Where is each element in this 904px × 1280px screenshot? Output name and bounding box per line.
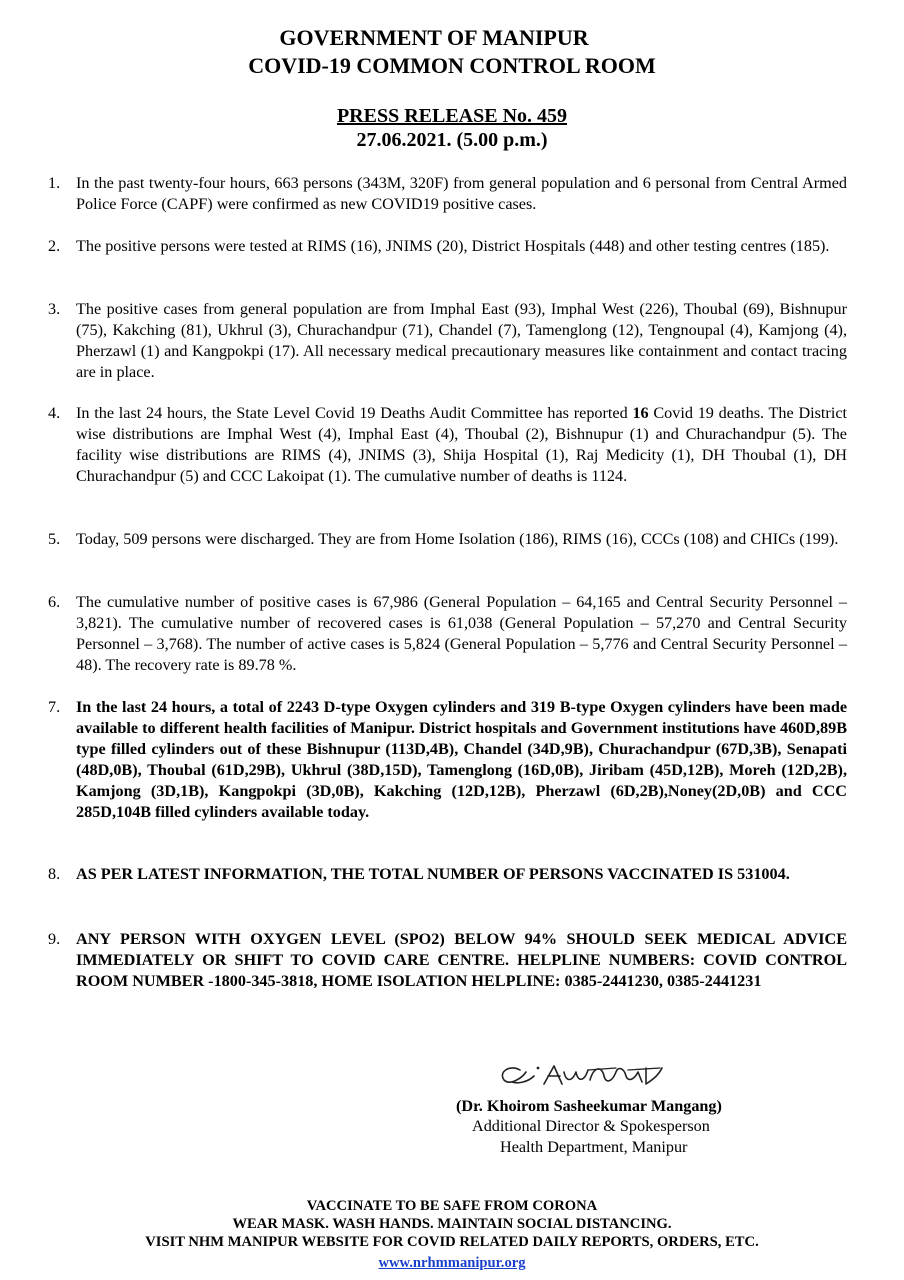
item-number: 5.	[48, 530, 61, 548]
item-text: In the past twenty-four hours, 663 persons (343M, 320F) from general population and 6 personal from Central Armed Police Force (CAPF) were confirmed as new COVID19 positive cases.	[76, 174, 847, 213]
item-number: 8.	[48, 865, 61, 883]
item-text-part: Covid 19 deaths. The District wise distributions are Imphal West (4), Imphal East (4), Thoubal (2), Bishnupur (1) and Churachandpur (5). The facility wise distributions are RIMS (4), JNIMS (3), Shija Hospital (1), Raj Medicity (1), DH Thoubal (1), DH Churachandpur (5) and CCC Lakoipat (1). The cumulative number of deaths is 1124.	[76, 404, 848, 485]
item-text: In the last 24 hours, a total of 2243 D-type Oxygen cylinders and 319 B-type Oxygen cylinders have been made available to different health facilities of Manipur. District hospitals and Government institutions have 460D,89B type filled cylinders out of these Bishnupur (113D,4B), Chandel (34D,9B), Churachandpur (67D,3B), Senapati (48D,0B), Thoubal (61D,29B), Ukhrul (38D,15D), Tamenglong (16D,0B), Jiribam (45D,12B), Moreh (12D,2B), Kamjong (3D,1B), Kangpokpi (3D,0B), Kakching (12D,12B), Pherzawl (6D,2B),Noney(2D,0B) and CCC 285D,104B filled cylinders available today.	[76, 698, 847, 821]
signatory-name: (Dr. Khoirom Sasheekumar Mangang)	[456, 1097, 722, 1115]
death-count: 16	[632, 404, 649, 422]
item-number: 4.	[48, 404, 61, 422]
item-text: The positive persons were tested at RIMS (16), JNIMS (20), District Hospitals (448) and other testing centres (185).	[76, 237, 830, 255]
government-title: GOVERNMENT OF MANIPUR	[279, 25, 589, 50]
item-number: 7.	[48, 698, 61, 716]
item-number: 3.	[48, 300, 61, 318]
item-text-part: In the last 24 hours, the State Level Covid 19 Deaths Audit Committee has reported	[76, 404, 633, 422]
footer-website-note: VISIT NHM MANIPUR WEBSITE FOR COVID RELATED DAILY REPORTS, ORDERS, ETC.	[145, 1234, 759, 1250]
item-text: The positive cases from general population are from Imphal East (93), Imphal West (226), Thoubal (69), Bishnupur (75), Kakching (81), Ukhrul (3), Churachandpur (71), Chandel (7), Tamenglong (12), Tengnoupal (4), Kamjong (4), Pherzawl (1) and Kangpokpi (17). All necessary medical precautionary measures like containment and contact tracing are in place.	[76, 300, 847, 381]
signatory-role: Additional Director & Spokesperson	[472, 1117, 710, 1135]
item-text: The cumulative number of positive cases is 67,986 (General Population – 64,165 and Central Security Personnel – 3,821). The cumulative number of recovered cases is 61,038 (General Population – 57,270 and Central Security Personnel – 3,768). The number of active cases is 5,824 (General Population – 5,776 and Central Security Personnel – 48). The recovery rate is 89.78 %.	[76, 593, 847, 674]
item-text: AS PER LATEST INFORMATION, THE TOTAL NUMBER OF PERSONS VACCINATED IS 531004.	[76, 865, 790, 883]
item-number: 9.	[48, 930, 61, 948]
press-release-number: PRESS RELEASE No. 459	[336, 105, 568, 127]
footer-slogan: VACCINATE TO BE SAFE FROM CORONA	[306, 1198, 598, 1214]
control-room-title: COVID-19 COMMON CONTROL ROOM	[248, 53, 656, 78]
handwritten-signature	[492, 1058, 692, 1094]
item-number: 6.	[48, 593, 61, 611]
website-link[interactable]: www.nrhmmanipur.org	[378, 1255, 526, 1271]
signatory-department: Health Department, Manipur	[500, 1138, 688, 1156]
item-number: 1.	[48, 174, 61, 192]
item-text	[76, 403, 847, 487]
press-release-date: 27.06.2021. (5.00 p.m.)	[356, 129, 548, 151]
item-text: ANY PERSON WITH OXYGEN LEVEL (SPO2) BELOW 94% SHOULD SEEK MEDICAL ADVICE IMMEDIATELY OR SHIFT TO COVID CARE CENTRE. HELPLINE NUMBERS: COVID CONTROL ROOM NUMBER -1800-345-3818, HOME ISOLATION HELPLINE: 0385-2441230, 0385-2441231	[76, 930, 847, 990]
item-number: 2.	[48, 237, 61, 255]
footer-safety-line: WEAR MASK. WASH HANDS. MAINTAIN SOCIAL DISTANCING.	[232, 1216, 672, 1232]
item-text: Today, 509 persons were discharged. They are from Home Isolation (186), RIMS (16), CCCs (108) and CHICs (199).	[76, 530, 839, 548]
